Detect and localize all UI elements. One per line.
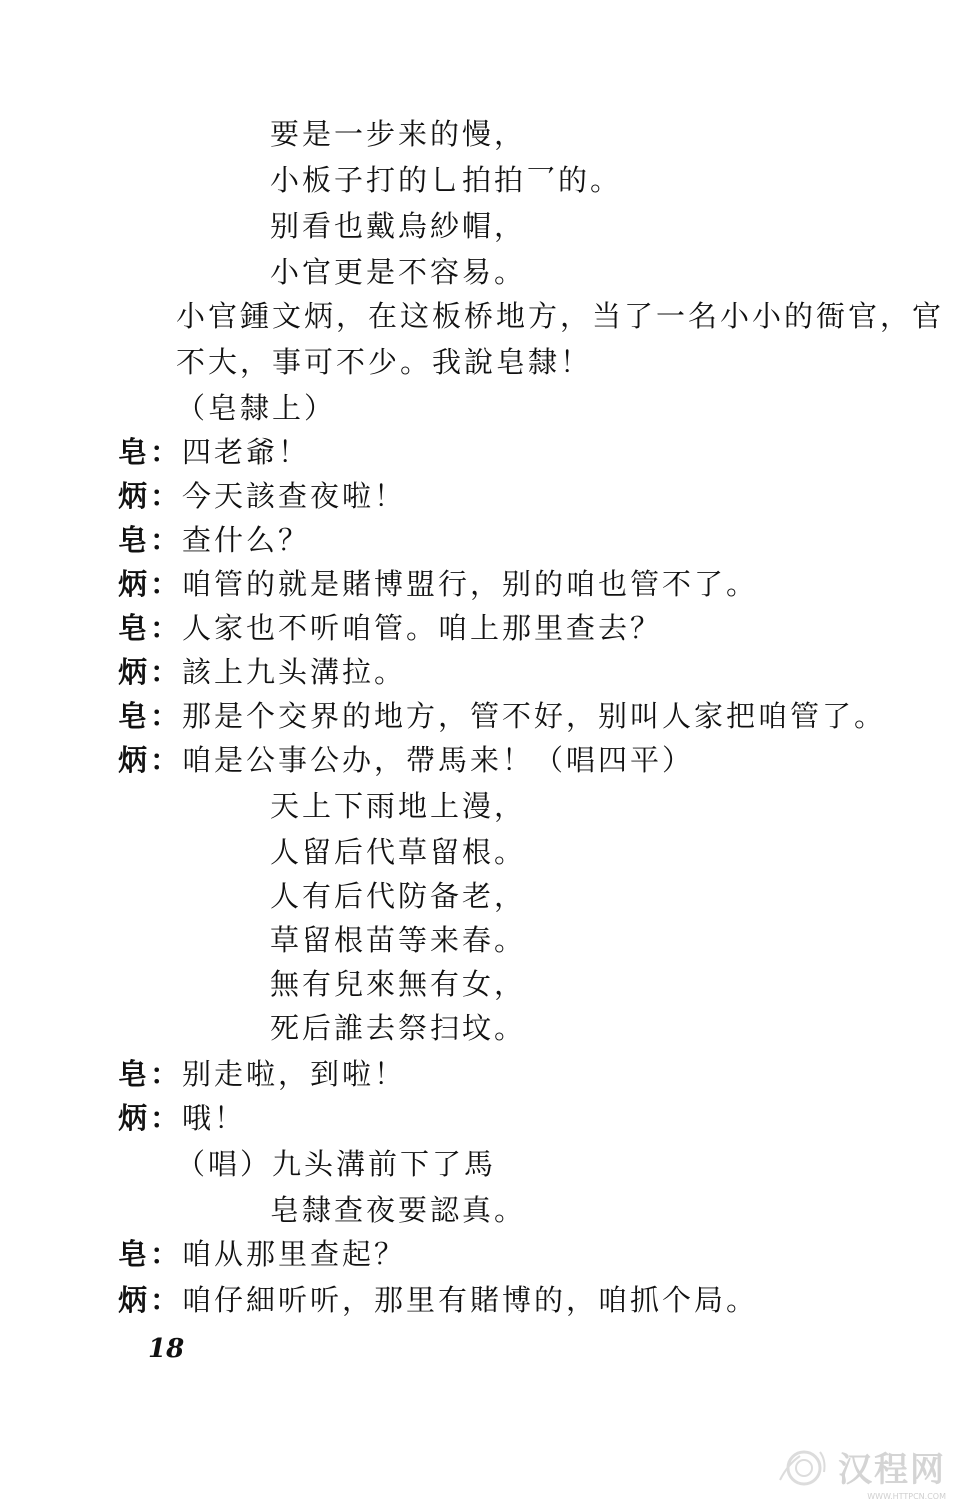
sung-line: （唱）九头溝前下了馬 xyxy=(176,1147,497,1181)
watermark xyxy=(774,1442,946,1501)
dialog-text: 那是个交界的地方，管不好，别叫人家把咱管了。 xyxy=(182,699,887,733)
dialog-line xyxy=(118,1100,246,1136)
dialog-text: 咱管的就是賭博盟行，别的咱也管不了。 xyxy=(182,567,759,601)
speaker-label: 皂： xyxy=(118,435,183,469)
speaker-label: 皂： xyxy=(118,611,183,645)
stage-direction: （皂隸上） xyxy=(176,391,337,425)
speaker-label: 炳： xyxy=(118,743,183,777)
dialog-text: 今天該查夜啦！ xyxy=(182,479,407,513)
dialog-text: 咱从那里查起？ xyxy=(182,1237,407,1271)
watermark-url: WWW.HTTPCN.COM xyxy=(867,1492,946,1501)
verse-line: 人留后代草留根。 xyxy=(270,835,527,869)
verse-line: 草留根苗等来春。 xyxy=(270,923,527,957)
dialog-text: 咱是公事公办，帶馬来！（唱四平） xyxy=(182,743,695,777)
watermark-logo-icon xyxy=(774,1444,832,1490)
speaker-label: 炳： xyxy=(118,655,183,689)
verse-line: 無有兒來無有女， xyxy=(270,967,527,1001)
dialog-text: 哦！ xyxy=(182,1101,247,1135)
verse-line: 死后誰去祭扫坟。 xyxy=(270,1011,527,1045)
speaker-label: 皂： xyxy=(118,1057,183,1091)
sung-line: 皂隸查夜要認真。 xyxy=(270,1193,527,1227)
dialog-line xyxy=(118,742,694,778)
monologue-line: 不大，事可不少。我說皂隸！ xyxy=(176,345,593,379)
speaker-label: 炳： xyxy=(118,1101,183,1135)
speaker-label: 皂： xyxy=(118,699,183,733)
speaker-label: 炳： xyxy=(118,479,183,513)
speaker-label: 皂： xyxy=(118,523,183,557)
dialog-line xyxy=(118,654,406,690)
verse-line: 别看也戴烏紗帽， xyxy=(270,209,527,243)
dialog-text: 四老爺！ xyxy=(182,435,311,469)
verse-line: 小官更是不容易。 xyxy=(270,255,527,289)
monologue-line: 小官鍾文炳，在这板桥地方，当了一名小小的衙官，官 xyxy=(176,299,945,333)
page-number: 18 xyxy=(148,1334,185,1364)
verse-line: 人有后代防备老， xyxy=(270,879,527,913)
dialog-text: 咱仔細听听，那里有賭博的，咱抓个局。 xyxy=(182,1283,759,1317)
dialog-line xyxy=(118,522,310,558)
speaker-label: 炳： xyxy=(118,1283,183,1317)
dialog-line xyxy=(118,1236,406,1272)
verse-line: 天上下雨地上漫， xyxy=(270,789,527,823)
dialog-line xyxy=(118,478,406,514)
dialog-text: 該上九头溝拉。 xyxy=(182,655,407,689)
speaker-label: 皂： xyxy=(118,1237,183,1271)
watermark-text: 汉程网 xyxy=(838,1450,946,1490)
verse-line: 要是一步来的慢， xyxy=(270,117,527,151)
dialog-text: 查什么？ xyxy=(182,523,311,557)
speaker-label: 炳： xyxy=(118,567,183,601)
dialog-line xyxy=(118,566,758,602)
dialog-line xyxy=(118,1056,406,1092)
dialog-line xyxy=(118,698,886,734)
dialog-text: 人家也不听咱管。咱上那里查去？ xyxy=(182,611,663,645)
dialog-line xyxy=(118,434,310,470)
dialog-text: 别走啦，到啦！ xyxy=(182,1057,407,1091)
dialog-line xyxy=(118,610,662,646)
verse-line: 小板子打的乚拍拍乛的。 xyxy=(270,163,623,197)
dialog-line xyxy=(118,1282,758,1318)
